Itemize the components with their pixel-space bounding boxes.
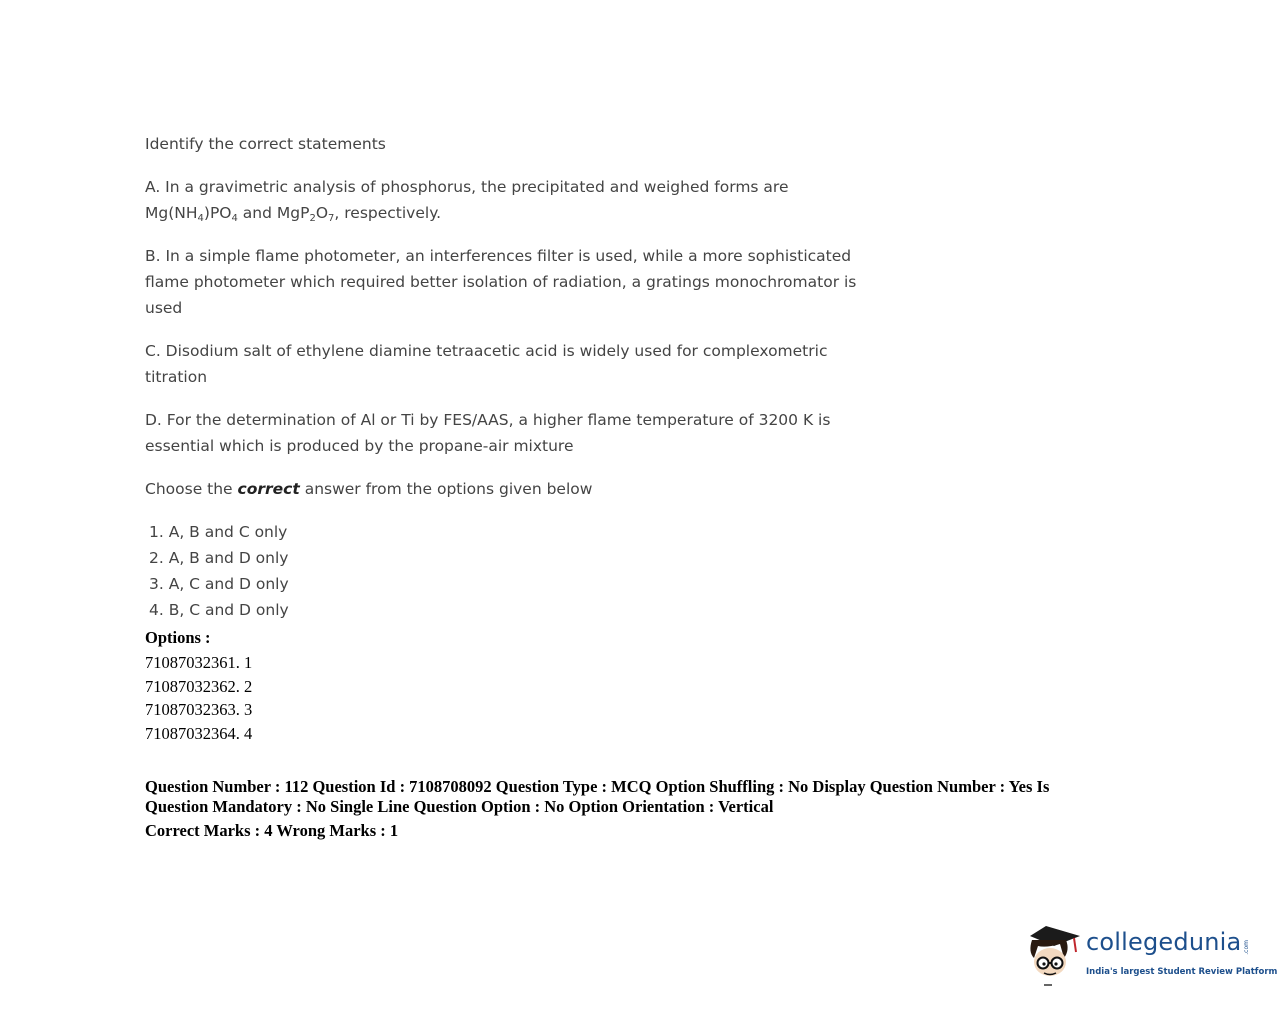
choice-item: 1. A, B and C only (149, 523, 288, 541)
choice-item: 4. B, C and D only (149, 601, 289, 619)
mascot-icon (1024, 918, 1086, 988)
statement-a: A. In a gravimetric analysis of phosphorus, the precipitated and weighed forms are $Mg(NH_4)PO_4$ and $MgP_2O_7$, respectively. (145, 178, 789, 224)
brand-name: collegedunia (1086, 928, 1242, 956)
question-prompt: Identify the correct statements (145, 135, 386, 153)
question-body (145, 131, 865, 623)
brand-tagline: India's largest Student Review Platform (1086, 967, 1278, 977)
brand-logo (1024, 918, 1278, 988)
options-block (145, 628, 252, 746)
option-row: 71087032362. 2 (145, 676, 253, 696)
answer-choices (145, 519, 865, 623)
statement-c: C. Disodium salt of ethylene diamine tetraacetic acid is widely used for complexometric titration (145, 342, 828, 386)
marks-line: Correct Marks : 4 Wrong Marks : 1 (145, 821, 399, 840)
options-heading: Options : (145, 628, 211, 647)
choice-item: 3. A, C and D only (149, 575, 289, 593)
answer-instruction: Choose the correct answer from the options given below (145, 480, 593, 498)
question-info (145, 777, 1125, 841)
option-row: 71087032361. 1 (145, 653, 253, 672)
statement-d: D. For the determination of Al or Ti by FES/AAS, a higher flame temperature of 3200 K is essential which is produced by the propane-air mixture (145, 411, 831, 455)
statement-b: B. In a simple flame photometer, an interferences filter is used, while a more sophisticated flame photometer which required better isolation of radiation, a gratings monochromator is used (145, 247, 857, 317)
brand-suffix: .com (1243, 940, 1250, 955)
question-info-line: Question Number : 112 Question Id : 7108708092 Question Type : MCQ Option Shuffling : No Display Question Number : Yes Is (145, 777, 1050, 796)
question-info-line: Question Mandatory : No Single Line Question Option : No Option Orientation : Vertical (145, 797, 774, 816)
choice-item: 2. A, B and D only (149, 549, 289, 567)
option-row: 71087032363. 3 (145, 700, 253, 720)
option-row: 71087032364. 4 (145, 724, 253, 744)
